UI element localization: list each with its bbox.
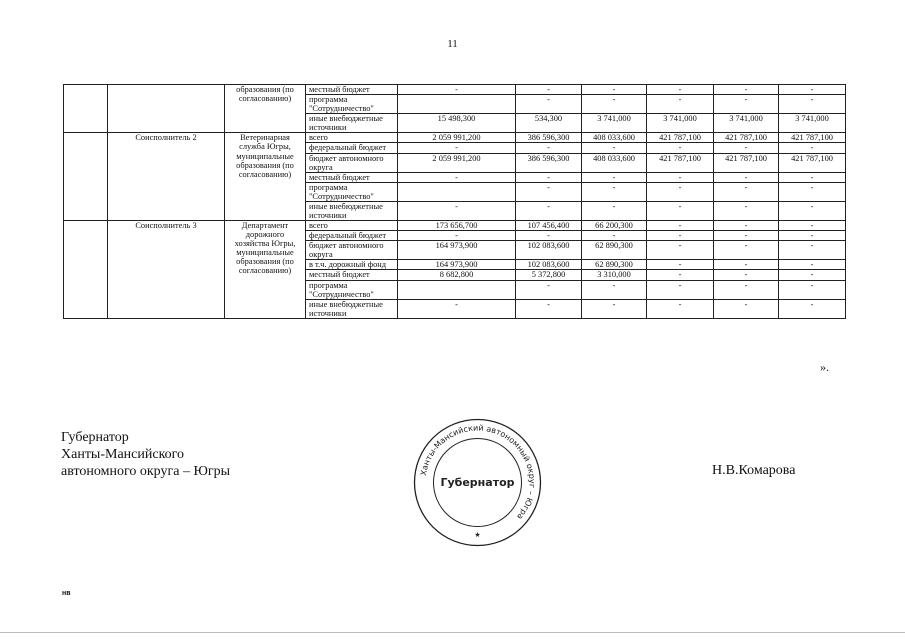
seal-center-text: Губернатор	[440, 476, 515, 489]
table-row	[64, 133, 846, 143]
amount-cell: -	[714, 172, 779, 182]
amount-cell: 66 200,300	[582, 221, 647, 231]
amount-cell: -	[647, 299, 714, 318]
amount-cell: -	[779, 280, 846, 299]
amount-cell: 164 973,900	[398, 260, 516, 270]
official-seal	[410, 415, 545, 550]
amount-cell: 2 059 991,200	[398, 153, 516, 172]
amount-cell: 173 656,700	[398, 221, 516, 231]
amount-cell: 107 456,400	[516, 221, 582, 231]
amount-cell: -	[714, 221, 779, 231]
amount-cell: -	[714, 85, 779, 95]
table-row	[64, 85, 846, 95]
amount-cell: 534,300	[516, 114, 582, 133]
amount-cell: -	[647, 231, 714, 241]
amount-cell: -	[779, 143, 846, 153]
funding-source-cell: всего	[306, 221, 398, 231]
funding-source-cell: программа "Сотрудничество"	[306, 280, 398, 299]
amount-cell: -	[779, 221, 846, 231]
amount-cell: -	[714, 241, 779, 260]
funding-source-cell: иные внебюджетные источники	[306, 299, 398, 318]
governor-title	[61, 429, 230, 480]
amount-cell: -	[516, 280, 582, 299]
amount-cell: 421 787,100	[779, 153, 846, 172]
budget-table	[63, 84, 846, 319]
amount-cell: -	[647, 201, 714, 220]
amount-cell: 386 596,300	[516, 133, 582, 143]
amount-cell: -	[398, 231, 516, 241]
amount-cell: -	[582, 85, 647, 95]
page-number: 11	[447, 38, 458, 50]
amount-cell: -	[714, 201, 779, 220]
governor-title-line: Ханты-Мансийского	[61, 447, 185, 462]
amount-cell: -	[582, 95, 647, 114]
amount-cell: 164 973,900	[398, 241, 516, 260]
funding-source-cell: бюджет автономного округа	[306, 153, 398, 172]
amount-cell: -	[582, 143, 647, 153]
amount-cell: -	[398, 85, 516, 95]
row-index-cell	[64, 85, 108, 133]
responsible-cell: Департамент дорожного хозяйства Югры, муниципальные образования (по согласованию)	[225, 221, 306, 319]
funding-source-cell: программа "Сотрудничество"	[306, 95, 398, 114]
amount-cell: 421 787,100	[779, 133, 846, 143]
amount-cell: -	[647, 260, 714, 270]
funding-source-cell: местный бюджет	[306, 172, 398, 182]
funding-source-cell: всего	[306, 133, 398, 143]
amount-cell: -	[647, 143, 714, 153]
amount-cell: -	[647, 221, 714, 231]
amount-cell: 102 083,600	[516, 260, 582, 270]
amount-cell: -	[582, 280, 647, 299]
funding-source-cell: федеральный бюджет	[306, 143, 398, 153]
amount-cell: -	[398, 201, 516, 220]
funding-source-cell: программа "Сотрудничество"	[306, 182, 398, 201]
amount-cell: -	[516, 299, 582, 318]
amount-cell: 421 787,100	[647, 153, 714, 172]
amount-cell: -	[714, 95, 779, 114]
amount-cell: -	[516, 95, 582, 114]
governor-title-line: автономного округа – Югры	[61, 464, 230, 479]
amount-cell: 15 498,300	[398, 114, 516, 133]
amount-cell: -	[714, 260, 779, 270]
amount-cell: -	[779, 95, 846, 114]
amount-cell: -	[647, 280, 714, 299]
amount-cell: 5 372,800	[516, 270, 582, 280]
amount-cell	[398, 182, 516, 201]
responsible-cell: образования (по согласованию)	[225, 85, 306, 133]
amount-cell: -	[779, 270, 846, 280]
amount-cell: -	[516, 182, 582, 201]
amount-cell: 2 059 991,200	[398, 133, 516, 143]
funding-source-cell: бюджет автономного округа	[306, 241, 398, 260]
amount-cell: -	[714, 270, 779, 280]
amount-cell: -	[779, 85, 846, 95]
seal-ring-text: Ханты-Мансийский автономный округ – Югра	[418, 423, 537, 522]
amount-cell: -	[516, 172, 582, 182]
amount-cell: -	[714, 231, 779, 241]
amount-cell: -	[779, 201, 846, 220]
funding-source-cell: иные внебюджетные источники	[306, 114, 398, 133]
amount-cell: -	[582, 172, 647, 182]
amount-cell: 3 741,000	[714, 114, 779, 133]
amount-cell: 62 890,300	[582, 260, 647, 270]
executor-cell: Соисполнитель 3	[108, 221, 225, 319]
amount-cell: 408 033,600	[582, 153, 647, 172]
funding-source-cell: в т.ч. дорожный фонд	[306, 260, 398, 270]
amount-cell: -	[582, 182, 647, 201]
amount-cell: -	[714, 182, 779, 201]
amount-cell: 386 596,300	[516, 153, 582, 172]
governor-name: Н.В.Комарова	[712, 463, 796, 478]
amount-cell: -	[647, 241, 714, 260]
amount-cell: -	[779, 241, 846, 260]
amount-cell: -	[582, 201, 647, 220]
amount-cell: -	[398, 172, 516, 182]
footer-code: нв	[62, 590, 71, 597]
amount-cell: 408 033,600	[582, 133, 647, 143]
amount-cell: 3 741,000	[779, 114, 846, 133]
amount-cell: -	[779, 231, 846, 241]
funding-source-cell: федеральный бюджет	[306, 231, 398, 241]
amount-cell: -	[647, 172, 714, 182]
amount-cell: -	[647, 95, 714, 114]
amount-cell: 62 890,300	[582, 241, 647, 260]
svg-text:★: ★	[474, 531, 481, 539]
amount-cell: -	[779, 182, 846, 201]
amount-cell: 421 787,100	[714, 133, 779, 143]
amount-cell: -	[398, 143, 516, 153]
amount-cell: -	[516, 201, 582, 220]
amount-cell: -	[714, 143, 779, 153]
amount-cell: -	[714, 299, 779, 318]
amount-cell: -	[714, 280, 779, 299]
scan-edge-line	[0, 632, 905, 633]
governor-title-line: Губернатор	[61, 430, 129, 445]
amount-cell: -	[582, 231, 647, 241]
amount-cell: 8 682,800	[398, 270, 516, 280]
amount-cell: 421 787,100	[714, 153, 779, 172]
amount-cell: -	[779, 260, 846, 270]
executor-cell	[108, 85, 225, 133]
amount-cell: -	[516, 85, 582, 95]
amount-cell: -	[516, 231, 582, 241]
amount-cell	[398, 280, 516, 299]
amount-cell: -	[779, 172, 846, 182]
amount-cell: 3 310,000	[582, 270, 647, 280]
funding-source-cell: местный бюджет	[306, 85, 398, 95]
amount-cell	[398, 95, 516, 114]
amount-cell: 421 787,100	[647, 133, 714, 143]
amount-cell: -	[779, 299, 846, 318]
amount-cell: 3 741,000	[582, 114, 647, 133]
closing-quote: ».	[820, 360, 829, 374]
row-index-cell	[64, 221, 108, 319]
amount-cell: -	[582, 299, 647, 318]
amount-cell: 102 083,600	[516, 241, 582, 260]
amount-cell: -	[516, 143, 582, 153]
table-row	[64, 221, 846, 231]
row-index-cell	[64, 133, 108, 221]
amount-cell: 3 741,000	[647, 114, 714, 133]
amount-cell: -	[647, 270, 714, 280]
amount-cell: -	[647, 85, 714, 95]
funding-source-cell: местный бюджет	[306, 270, 398, 280]
table-body	[64, 85, 846, 319]
responsible-cell: Ветеринарная служба Югры, муниципальные образования (по согласованию)	[225, 133, 306, 221]
executor-cell: Соисполнитель 2	[108, 133, 225, 221]
amount-cell: -	[647, 182, 714, 201]
amount-cell: -	[398, 299, 516, 318]
funding-source-cell: иные внебюджетные источники	[306, 201, 398, 220]
